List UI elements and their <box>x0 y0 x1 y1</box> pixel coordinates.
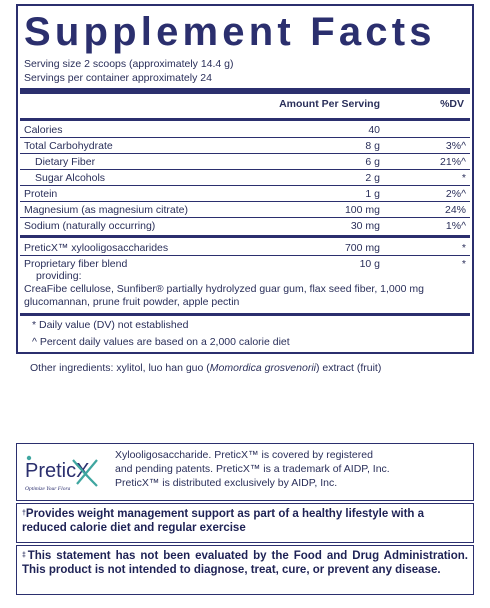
disclaimer-text: This statement has not been evaluated by the Food and Drug Administration. This product is not intended to diagnose, treat, cure, or prevent any disease. <box>22 550 468 576</box>
preticx-info-box <box>16 443 474 501</box>
double-dagger-mark: ‡ <box>22 552 28 559</box>
nutrient-name: Magnesium (as magnesium citrate) <box>24 204 188 216</box>
other-ingredients-suffix: ) extract (fruit) <box>316 362 382 374</box>
divider-medium <box>20 235 470 238</box>
claim-text: Provides weight management support as part of a healthy lifestyle with a reduced calorie diet and regular exercise <box>22 508 425 534</box>
nutrient-row <box>20 154 470 170</box>
nutrient-dv: * <box>461 172 466 184</box>
nutrient-dv: * <box>461 258 466 270</box>
nutrient-row <box>20 186 470 202</box>
panel-title: Supplement Facts <box>24 10 436 54</box>
logo-tagline: Optimize Your Flora <box>25 486 71 492</box>
other-ingredients <box>30 362 381 374</box>
nutrient-amount: 700 mg <box>344 242 380 254</box>
preticx-text-line: and pending patents. PreticX™ is a trademark of AIDP, Inc. <box>115 463 390 475</box>
preticx-text-line: Xylooligosaccharide. PreticX™ is covered by registered <box>115 449 373 461</box>
nutrient-dv: * <box>461 242 466 254</box>
nutrient-name: Sugar Alcohols <box>35 172 106 184</box>
providing-label: providing: <box>36 270 82 282</box>
nutrient-row <box>20 218 470 234</box>
nutrient-row <box>20 122 470 138</box>
nutrient-dv: 21%^ <box>440 156 466 168</box>
nutrient-row <box>20 170 470 186</box>
nutrient-name: Protein <box>24 188 58 200</box>
nutrient-row <box>20 138 470 154</box>
divider-thick <box>20 88 470 94</box>
divider-medium <box>20 313 470 316</box>
amount-header: Amount Per Serving <box>279 98 380 110</box>
nutrient-amount: 100 mg <box>344 204 380 216</box>
preticx-logo <box>21 450 107 496</box>
disclaimer-box <box>16 545 474 595</box>
nutrient-row <box>20 256 470 272</box>
other-ingredients-italic: Momordica grosvenorii <box>209 362 316 374</box>
nutrient-dv: 2%^ <box>445 188 466 200</box>
logo-dot <box>27 456 31 460</box>
nutrient-amount: 6 g <box>365 156 380 168</box>
nutrient-amount: 10 g <box>359 258 380 270</box>
nutrient-name: Sodium (naturally occurring) <box>24 220 156 232</box>
dv-header: %DV <box>440 98 464 110</box>
claim-box <box>16 503 474 543</box>
nutrient-amount: 8 g <box>365 140 380 152</box>
nutrient-row <box>20 240 470 256</box>
nutrient-amount: 30 mg <box>350 220 380 232</box>
nutrient-amount: 2 g <box>365 172 380 184</box>
footnote-percent: ^ Percent daily values are based on a 2,000 calorie diet <box>32 336 290 348</box>
nutrient-name: PreticX™ xylooligosaccharides <box>24 242 169 254</box>
nutrient-name: Proprietary fiber blend <box>24 258 128 270</box>
providing-line: CreaFibe cellulose, Sunfiber® partially hydrolyzed guar gum, flax seed fiber, 1,000 mg <box>24 283 424 295</box>
preticx-text-line: PreticX™ is distributed exclusively by AIDP, Inc. <box>115 477 338 489</box>
serving-size: Serving size 2 scoops (approximately 14.4 g) <box>24 58 234 70</box>
nutrient-name: Calories <box>24 124 63 136</box>
dagger-mark: † <box>22 510 26 517</box>
other-ingredients-prefix: Other ingredients: xylitol, luo han guo ( <box>30 362 210 374</box>
nutrient-dv: 3%^ <box>445 140 466 152</box>
logo-wordmark: PreticX <box>25 460 90 482</box>
nutrient-dv: 24% <box>444 204 466 216</box>
divider-medium <box>20 118 470 121</box>
nutrient-dv: 1%^ <box>445 220 466 232</box>
footnote-dv: * Daily value (DV) not established <box>32 319 189 331</box>
nutrient-row <box>20 202 470 218</box>
servings-per-container: Servings per container approximately 24 <box>24 72 212 84</box>
nutrient-name: Dietary Fiber <box>35 156 96 168</box>
providing-line: glucomannan, prune fruit powder, apple pectin <box>24 296 240 308</box>
nutrient-name: Total Carbohydrate <box>24 140 113 152</box>
supplement-facts-panel <box>16 4 474 354</box>
nutrient-amount: 40 <box>368 124 380 136</box>
nutrient-amount: 1 g <box>365 188 380 200</box>
